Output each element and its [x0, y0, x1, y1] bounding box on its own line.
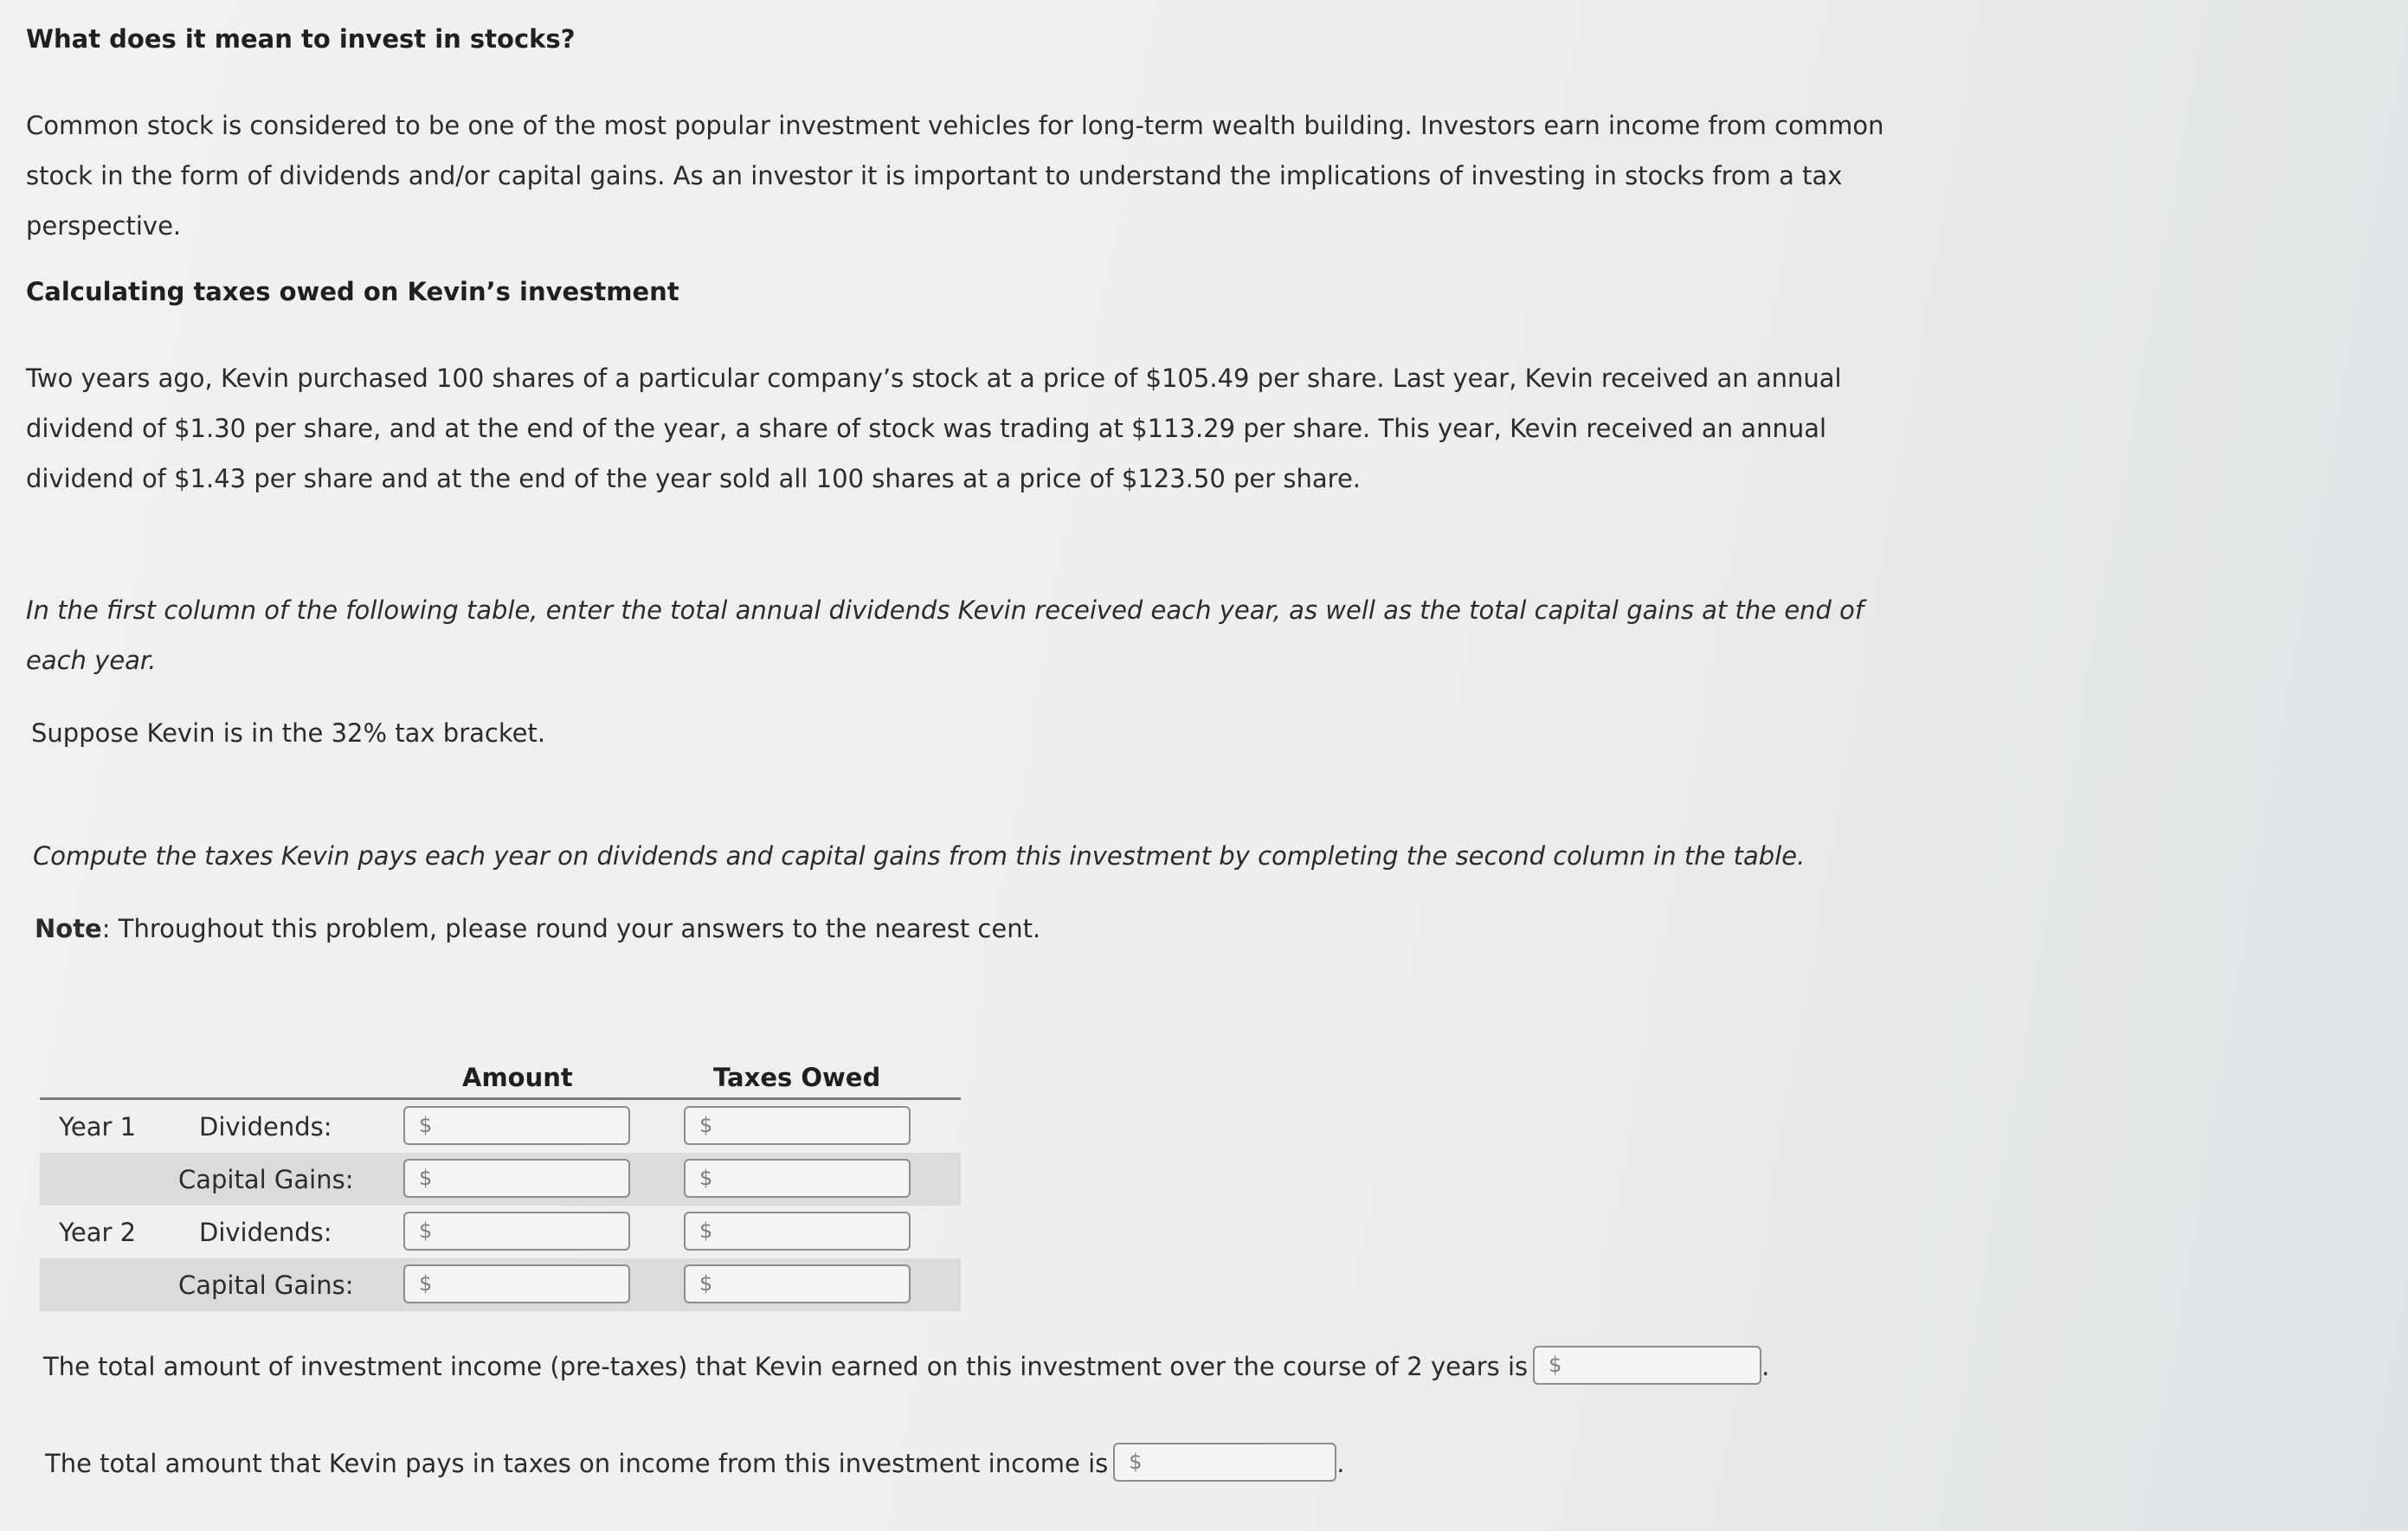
table-header [40, 1049, 961, 1100]
note-label: Note [35, 914, 102, 943]
row-label: Dividends: [199, 1218, 332, 1247]
year2-dividends-taxes-field[interactable] [684, 1212, 911, 1251]
total-taxes-input[interactable] [1151, 1447, 1330, 1480]
currency-symbol: $ [419, 1166, 433, 1190]
total-income-text: The total amount of investment income (pre-taxes) that Kevin earned on this investment over the course of 2 years is [43, 1352, 1529, 1381]
year1-capital-gains-amount-input[interactable] [441, 1163, 623, 1196]
year1-dividends-taxes-field[interactable] [684, 1106, 911, 1145]
intro-paragraph: Common stock is considered to be one of the most popular investment vehicles for long-term wealth building. Investors earn income from common stock in the form of dividends and/or capital gains. As an investor it is important to understand the implications of investing in stocks from a tax perspective. [26, 111, 1884, 241]
table-row [40, 1100, 961, 1153]
section-heading: Calculating taxes owed on Kevin’s investment [26, 277, 679, 306]
table-row [40, 1206, 961, 1258]
year1-capital-gains-taxes-field[interactable] [684, 1159, 911, 1198]
instruction-second-column: Compute the taxes Kevin pays each year on dividends and capital gains from this investment by completing the second column in the table. [33, 841, 1806, 871]
total-income-field[interactable] [1533, 1346, 1761, 1385]
question-title: What does it mean to invest in stocks? [26, 24, 576, 54]
scenario-paragraph: Two years ago, Kevin purchased 100 shares of a particular company’s stock at a price of $105.49 per share. Last year, Kevin received an annual dividend of $1.30 per share, and at the end of the year, a share of stock was trading at $113.29 per share. This year, Kevin received an annual dividend of $1.43 per share and at the end of the year sold all 100 shares at a price of $123.50 per share. [26, 363, 1842, 493]
currency-symbol: $ [699, 1219, 713, 1243]
year2-dividends-taxes-input[interactable] [722, 1216, 904, 1249]
note-body: : Throughout this problem, please round your answers to the nearest cent. [101, 914, 1041, 943]
year1-capital-gains-amount-field[interactable] [403, 1159, 630, 1198]
table-row [40, 1258, 961, 1311]
row-label: Capital Gains: [178, 1270, 354, 1300]
total-taxes-field[interactable] [1113, 1443, 1336, 1482]
total-income-input[interactable] [1571, 1350, 1754, 1383]
year2-capital-gains-amount-field[interactable] [403, 1264, 630, 1303]
currency-symbol: $ [419, 1113, 433, 1137]
year2-capital-gains-taxes-field[interactable] [684, 1264, 911, 1303]
currency-symbol: $ [1129, 1449, 1143, 1474]
year1-dividends-amount-field[interactable] [403, 1106, 630, 1145]
year2-dividends-amount-field[interactable] [403, 1212, 630, 1251]
total-taxes-question [45, 1449, 1344, 1482]
instruction-first-column: In the first column of the following table, enter the total annual dividends Kevin received each year, as well as the total capital gains at the end of each year. [26, 595, 1864, 675]
row-year: Year 2 [59, 1218, 137, 1247]
tax-bracket-text: Suppose Kevin is in the 32% tax bracket. [31, 718, 546, 748]
total-income-question [43, 1352, 1769, 1385]
year2-dividends-amount-input[interactable] [441, 1216, 623, 1249]
table-row [40, 1153, 961, 1206]
end-period: . [1761, 1352, 1770, 1381]
year1-dividends-taxes-input[interactable] [722, 1110, 904, 1143]
column-header-taxes-owed: Taxes Owed [713, 1063, 881, 1092]
currency-symbol: $ [419, 1271, 433, 1296]
currency-symbol: $ [699, 1271, 713, 1296]
row-label: Dividends: [199, 1112, 332, 1142]
row-label: Capital Gains: [178, 1165, 354, 1194]
row-year: Year 1 [59, 1112, 137, 1142]
year1-dividends-amount-input[interactable] [441, 1110, 623, 1143]
currency-symbol: $ [419, 1219, 433, 1243]
year2-capital-gains-amount-input[interactable] [441, 1269, 623, 1302]
currency-symbol: $ [699, 1166, 713, 1190]
column-header-amount: Amount [462, 1063, 573, 1092]
total-taxes-text: The total amount that Kevin pays in taxes on income from this investment income is [45, 1449, 1109, 1478]
currency-symbol: $ [699, 1113, 713, 1137]
year1-capital-gains-taxes-input[interactable] [722, 1163, 904, 1196]
note-text [35, 904, 1922, 954]
currency-symbol: $ [1548, 1352, 1562, 1377]
end-period: . [1336, 1449, 1345, 1478]
dividends-taxes-table [40, 1049, 961, 1311]
year2-capital-gains-taxes-input[interactable] [722, 1269, 904, 1302]
